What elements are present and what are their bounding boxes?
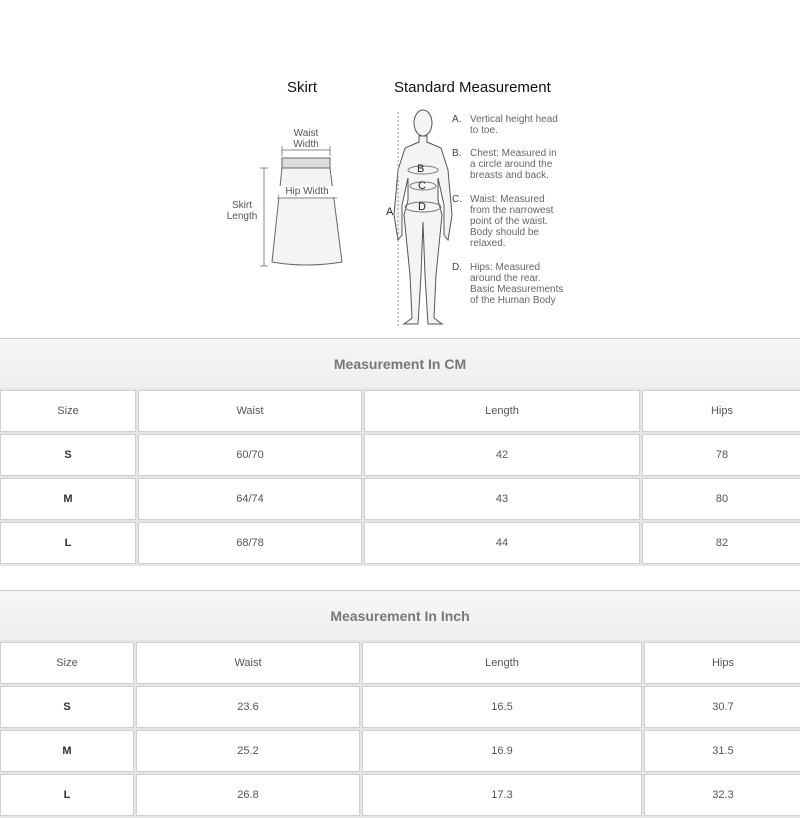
length-cell: 16.5	[362, 686, 642, 728]
column-header-length: Length	[362, 642, 642, 684]
cm-table-title: Measurement In CM	[0, 338, 800, 390]
legend-item-d: D. Hips: Measured around the rear. Basic Measurements of the Human Body	[452, 262, 564, 306]
waist-cell: 23.6	[136, 686, 360, 728]
size-cell: S	[0, 434, 136, 476]
table-row	[0, 686, 800, 728]
table-header-row	[0, 642, 800, 684]
length-cell: 17.3	[362, 774, 642, 816]
cm-size-table	[0, 388, 800, 566]
waist-cell: 68/78	[138, 522, 362, 564]
diagram-drawing	[0, 0, 800, 330]
skirt-length-label: Skirt Length	[226, 200, 258, 222]
hip-width-label: Hip Width	[279, 186, 335, 197]
hips-cell: 31.5	[644, 730, 800, 772]
waist-cell: 26.8	[136, 774, 360, 816]
inch-size-table	[0, 640, 800, 818]
column-header-size: Size	[0, 642, 134, 684]
length-cell: 43	[364, 478, 640, 520]
length-cell: 16.9	[362, 730, 642, 772]
size-cell: S	[0, 686, 134, 728]
body-letter-b: B	[417, 163, 425, 175]
waist-width-label: Waist Width	[293, 128, 319, 150]
table-row	[0, 522, 800, 564]
hips-cell: 80	[642, 478, 800, 520]
hips-cell: 82	[642, 522, 800, 564]
column-header-waist: Waist	[138, 390, 362, 432]
length-cell: 42	[364, 434, 640, 476]
size-cell: L	[0, 774, 134, 816]
table-row	[0, 434, 800, 476]
measurement-diagram	[0, 0, 800, 330]
skirt-icon	[260, 146, 342, 266]
column-header-hips: Hips	[644, 642, 800, 684]
legend-item-b: B. Chest: Measured in a circle around the breasts and back.	[452, 148, 557, 181]
table-header-row	[0, 390, 800, 432]
body-figure-icon	[394, 110, 452, 326]
inch-table-title: Measurement In Inch	[0, 590, 800, 642]
table-row	[0, 478, 800, 520]
table-row	[0, 774, 800, 816]
size-cell: M	[0, 478, 136, 520]
table-row	[0, 730, 800, 772]
body-letter-d: D	[418, 201, 426, 213]
column-header-size: Size	[0, 390, 136, 432]
legend-item-c: C. Waist: Measured from the narrowest point of the waist. Body should be relaxed.	[452, 194, 554, 249]
legend-item-a: A. Vertical height head to toe.	[452, 114, 558, 136]
column-header-waist: Waist	[136, 642, 360, 684]
hips-cell: 30.7	[644, 686, 800, 728]
hips-cell: 32.3	[644, 774, 800, 816]
size-cell: M	[0, 730, 134, 772]
waist-cell: 60/70	[138, 434, 362, 476]
size-cell: L	[0, 522, 136, 564]
body-letter-a: A	[386, 206, 394, 218]
skirt-title: Skirt	[287, 79, 317, 96]
waist-cell: 64/74	[138, 478, 362, 520]
hips-cell: 78	[642, 434, 800, 476]
column-header-length: Length	[364, 390, 640, 432]
waist-cell: 25.2	[136, 730, 360, 772]
length-cell: 44	[364, 522, 640, 564]
column-header-hips: Hips	[642, 390, 800, 432]
body-letter-c: C	[418, 180, 426, 192]
standard-measurement-title: Standard Measurement	[394, 79, 551, 96]
